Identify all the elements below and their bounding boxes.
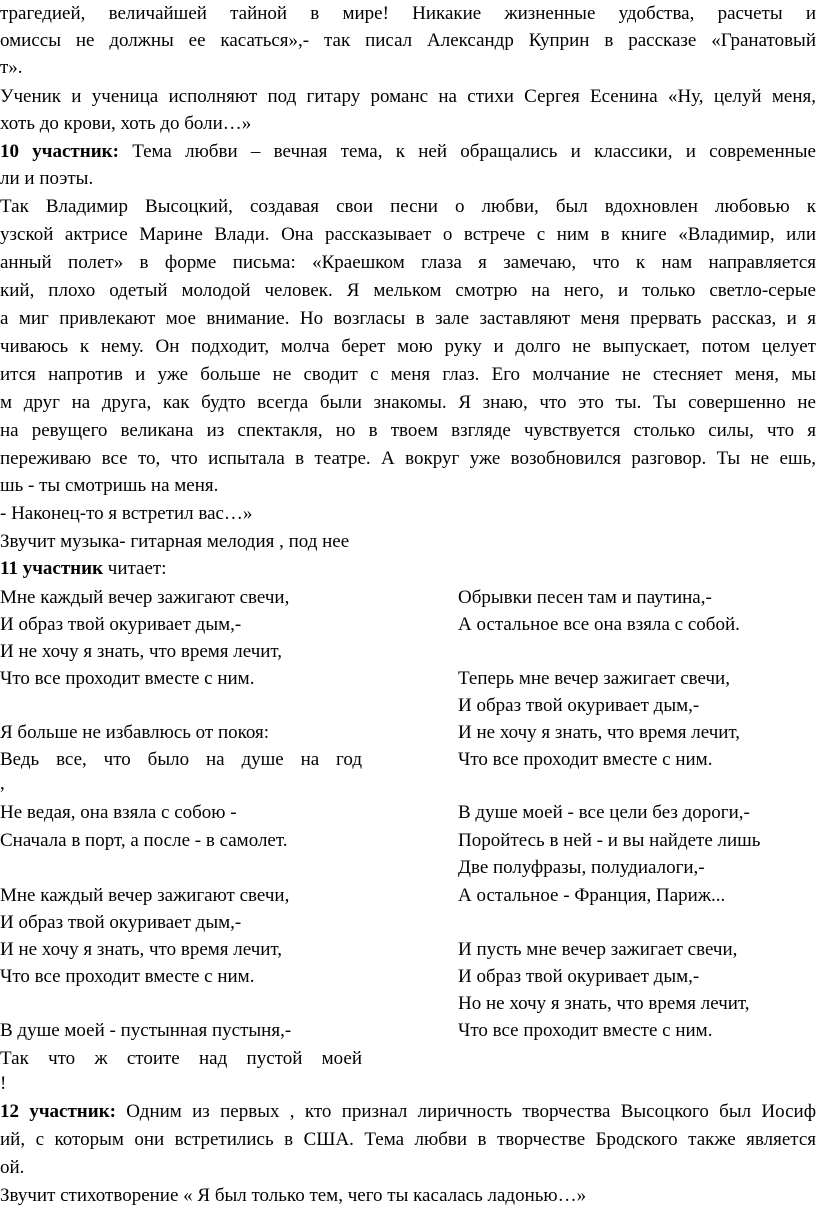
poem-left-line: Мне каждый вечер зажигают свечи, (0, 587, 290, 608)
poem-right-line: И пусть мне вечер зажигает свечи, (458, 939, 738, 960)
prose-line: чиваюсь к нему. Он подходит, молча берет мою руку и долго не выпускает, потом целует (0, 336, 816, 357)
speaker-11-line (0, 555, 816, 583)
prose-line: переживаю все то, что испытала в театре. А вокруг уже возобновился разговор. Ты не ешь, (0, 448, 816, 469)
prose-line: т». (0, 57, 23, 78)
poem-left-line: И образ твой окуривает дым,- (0, 912, 242, 933)
speaker-10-text: Тема любви – вечная тема, к ней обращались и классики, и современные (118, 141, 816, 162)
prose-line: трагедией, величайшей тайной в мире! Никакие жизненные удобства, расчеты и (0, 3, 816, 24)
poem-right-line: Теперь мне вечер зажигает свечи, (458, 668, 730, 689)
prose-line: кий, плохо одетый молодой человек. Я мельком смотрю на него, и только светло-серые (0, 280, 816, 301)
speaker-10-line (0, 138, 816, 166)
prose-line: Ученик и ученица исполняют под гитару романс на стихи Сергея Есенина «Ну, целуй меня, (0, 86, 816, 107)
poem-left-line: Что все проходит вместе с ним. (0, 966, 255, 987)
speaker-11-text: читает: (103, 558, 167, 579)
poem-left-line: ! (0, 1073, 7, 1094)
speaker-12-label: 12 участник: (0, 1101, 116, 1122)
poem-right-line: Поройтесь в ней - и вы найдете лишь (458, 830, 761, 851)
poem-right-line: Две полуфразы, полудиалоги,- (458, 857, 705, 878)
prose-line: омиссы не должны ее касаться»,- так писал Александр Куприн в рассказе «Гранатовый (0, 30, 816, 51)
poem-left-line: Так что ж стоите над пустой моей (0, 1048, 362, 1069)
prose-line: хоть до крови, хоть до боли…» (0, 113, 252, 134)
poem-left-line: Ведь все, что было на душе на год (0, 749, 362, 770)
final-line: Звучит стихотворение « Я был только тем, чего ты касалась ладонью…» (0, 1185, 587, 1206)
poem-left-line: И не хочу я знать, что время лечит, (0, 939, 283, 960)
prose-line: шь - ты смотришь на меня. (0, 475, 219, 496)
poem-right-line: И не хочу я знать, что время лечит, (458, 722, 741, 743)
prose-line: на ревущего великана из спектакля, но в твоем взгляде чувствуется столько силы, что я (0, 420, 816, 441)
prose-line: узской актрисе Марине Влади. Она рассказывает о встрече с ним в книге «Владимир, или (0, 224, 816, 245)
prose-line: анный полет» в форме письма: «Краешком глаза я замечаю, что к нам направляется (0, 252, 816, 273)
prose-line: - Наконец-то я встретил вас…» (0, 503, 253, 524)
speaker-12-text: Одним из первых , кто признал лиричность творчества Высоцкого был Иосиф (115, 1101, 816, 1122)
poem-left-line: Я больше не избавлюсь от покоя: (0, 722, 270, 743)
poem-right-line: И образ твой окуривает дым,- (458, 695, 700, 716)
poem-right-line: А остальное все она взяла с собой. (458, 614, 740, 635)
poem-left-line: Что все проходит вместе с ним. (0, 668, 255, 689)
poem-left-line: Сначала в порт, а после - в самолет. (0, 830, 288, 851)
prose-line: Звучит музыка- гитарная мелодия , под нее (0, 531, 350, 552)
poem-left-line: В душе моей - пустынная пустыня,- (0, 1020, 292, 1041)
speaker-12-cont: ой. (0, 1157, 25, 1178)
poem-left-line: , (0, 773, 5, 794)
prose-line: м друг на друга, как будто всегда были знакомы. Я знаю, что это ты. Ты совершенно не (0, 392, 816, 413)
prose-line: а миг привлекают мое внимание. Но возгласы в зале заставляют меня прервать рассказ, и я (0, 308, 816, 329)
prose-line: Так Владимир Высоцкий, создавая свои песни о любви, был вдохновлен любовью к (0, 196, 816, 217)
prose-line: ится напротив и уже больше не сводит с меня глаз. Его молчание не стесняет меня, мы (0, 364, 816, 385)
poem-right-line: А остальное - Франция, Париж... (458, 885, 726, 906)
poem-right-line: Но не хочу я знать, что время лечит, (458, 993, 750, 1014)
poem-left-line: Мне каждый вечер зажигают свечи, (0, 885, 290, 906)
poem-left-line: И образ твой окуривает дым,- (0, 614, 242, 635)
poem-right-line: Что все проходит вместе с ним. (458, 749, 713, 770)
speaker-10-label: 10 участник: (0, 141, 119, 162)
poem-right-line: Обрывки песен там и паутина,- (458, 587, 712, 608)
speaker-12-cont: ий, с которым они встретились в США. Тема любви в творчестве Бродского также является (0, 1129, 816, 1150)
speaker-11-label: 11 участник (0, 558, 104, 579)
poem-right-line: Что все проходит вместе с ним. (458, 1020, 713, 1041)
poem-right-line: В душе моей - все цели без дороги,- (458, 802, 750, 823)
speaker-12-line (0, 1098, 816, 1126)
poem-left-line: И не хочу я знать, что время лечит, (0, 641, 283, 662)
poem-right-line: И образ твой окуривает дым,- (458, 966, 700, 987)
poem-left-line: Не ведая, она взяла с собою - (0, 802, 237, 823)
speaker-10-cont: ли и поэты. (0, 168, 94, 189)
